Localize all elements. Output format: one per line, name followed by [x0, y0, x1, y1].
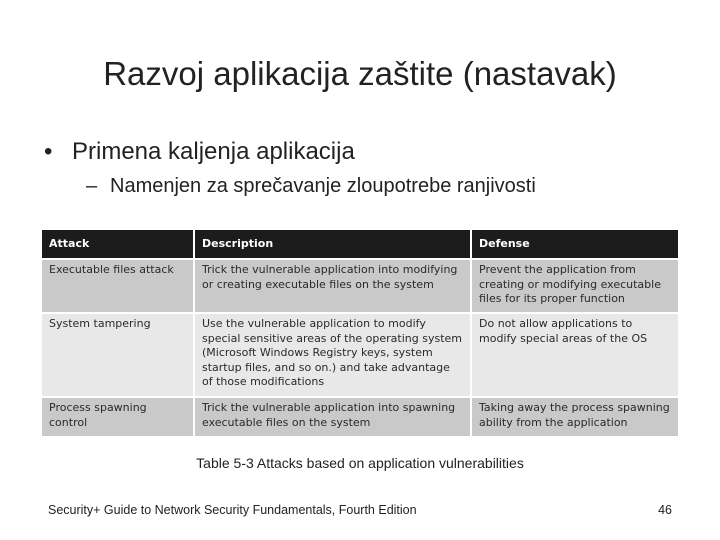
- sub-bullet-text: Namenjen za sprečavanje zloupotrebe ranjivosti: [110, 175, 536, 197]
- bullet-text: Primena kaljenja aplikacija: [72, 138, 355, 165]
- cell-description: Use the vulnerable application to modify special sensitive areas of the operating system (Microsoft Windows Registry keys, system startup files, and so on.) and take advantage of those modifications: [194, 313, 471, 397]
- cell-attack: Process spawning control: [42, 397, 194, 437]
- table-row: [42, 259, 678, 313]
- cell-defense: Prevent the application from creating or modifying executable files for its proper function: [471, 259, 678, 313]
- table-row: [42, 313, 678, 397]
- cell-description: Trick the vulnerable application into modifying or creating executable files on the system: [194, 259, 471, 313]
- cell-defense: Do not allow applications to modify special areas of the OS: [471, 313, 678, 397]
- cell-attack: Executable files attack: [42, 259, 194, 313]
- table-header-row: [42, 230, 678, 259]
- table-row: [42, 397, 678, 437]
- header-attack: Attack: [42, 230, 194, 259]
- dash-icon: –: [86, 175, 98, 197]
- cell-description: Trick the vulnerable application into spawning executable files on the system: [194, 397, 471, 437]
- header-description: Description: [194, 230, 471, 259]
- attacks-table: [42, 230, 678, 438]
- table-caption: Table 5-3 Attacks based on application vulnerabilities: [196, 455, 524, 471]
- cell-defense: Taking away the process spawning ability from the application: [471, 397, 678, 437]
- bullet-item: [44, 138, 355, 166]
- bullet-icon: •: [44, 138, 53, 165]
- slide-title: Razvoj aplikacija zaštite (nastavak): [103, 55, 617, 92]
- header-defense: Defense: [471, 230, 678, 259]
- page-number: 46: [658, 503, 672, 517]
- sub-bullet-item: [86, 175, 536, 198]
- cell-attack: System tampering: [42, 313, 194, 397]
- footer-source: Security+ Guide to Network Security Fundamentals, Fourth Edition: [48, 503, 417, 517]
